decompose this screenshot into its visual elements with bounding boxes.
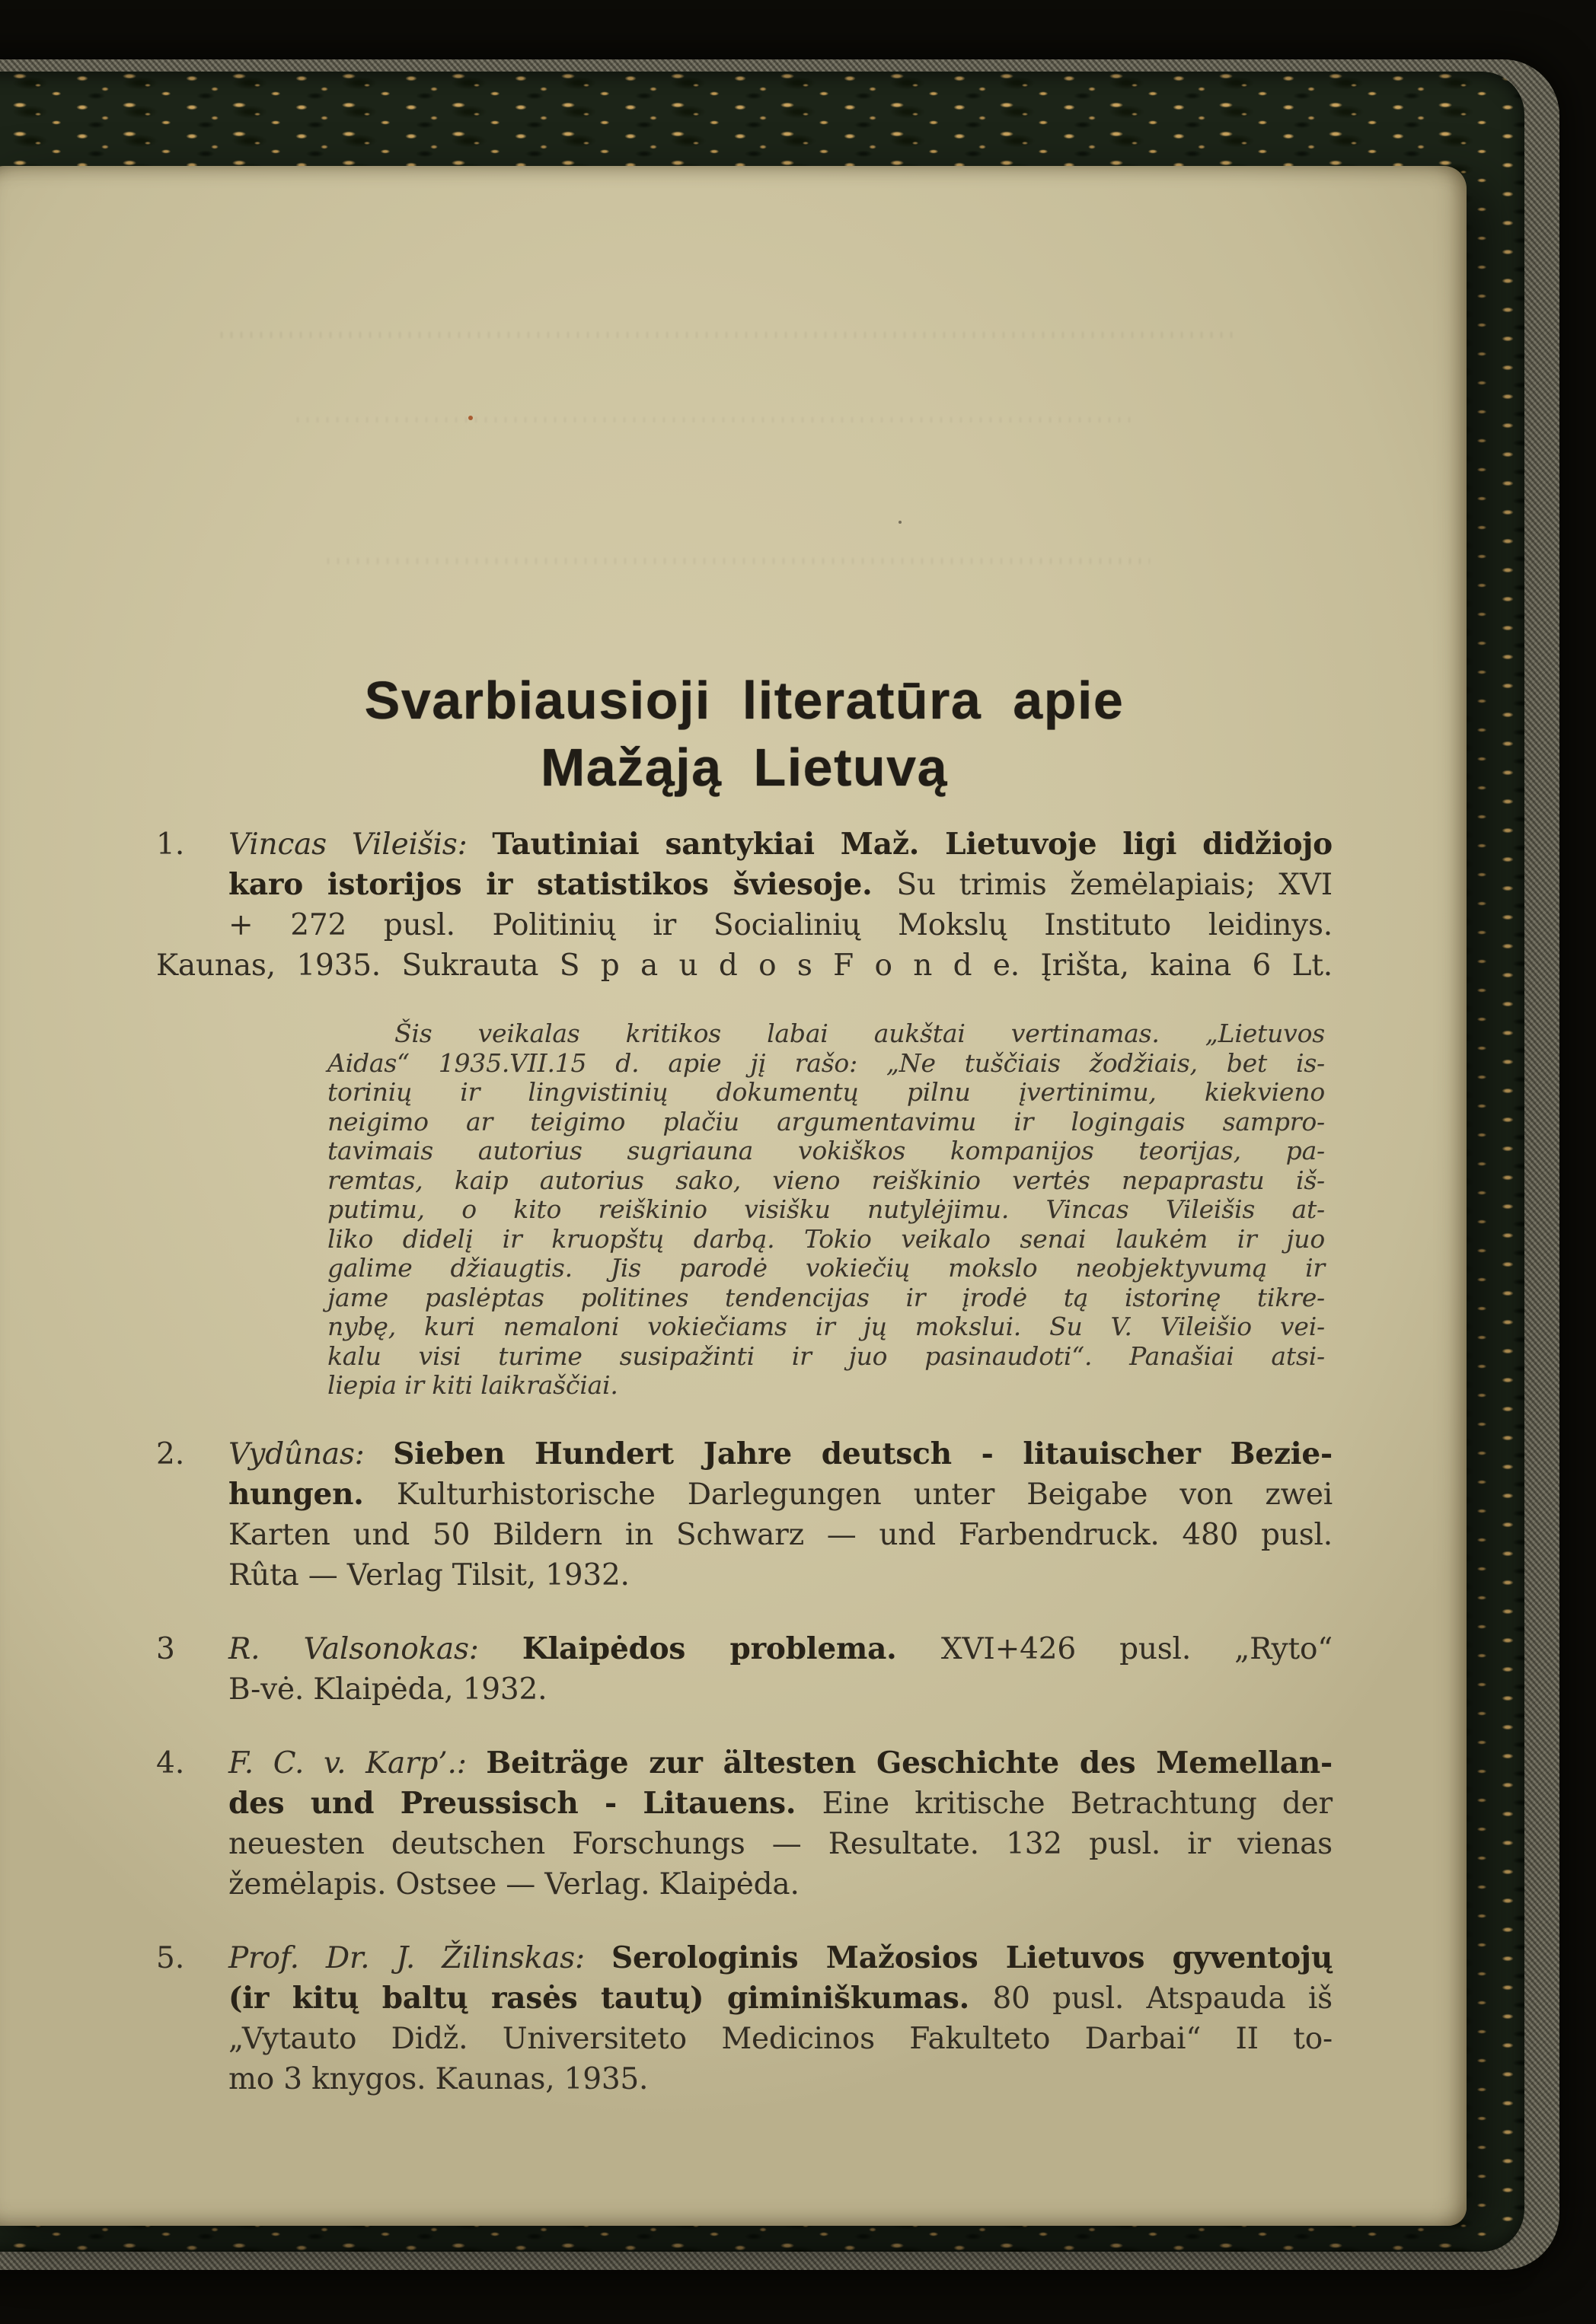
entry-line — [228, 2019, 1333, 2059]
quote-line: neigimo ar teigimo plačiu argumentavimu ir logingais sampro- — [327, 1106, 1325, 1136]
pencil-smudge — [221, 332, 1234, 338]
entry-number: 1. — [156, 827, 185, 862]
entry-body — [228, 1743, 1333, 1905]
text-run: karo istorijos ir statistikos šviesoje. — [228, 867, 897, 902]
entry-line — [228, 1864, 1333, 1905]
entry-line — [228, 1978, 1333, 2019]
pencil-smudge — [327, 558, 1150, 564]
quote-line: jame paslėptas politines tendencijas ir įrodė tą istorinę tikre- — [327, 1282, 1325, 1312]
text-run: B-vė. Klaipėda, 1932. — [228, 1672, 547, 1707]
entry-line — [228, 1629, 1333, 1669]
entry-line — [228, 824, 1333, 865]
entry-body — [228, 1629, 1333, 1710]
quote-line: nybę, kuri nemaloni vokiečiams ir jų mokslui. Su V. Vileišio vei- — [327, 1312, 1325, 1341]
bibliography-entry — [156, 1434, 1333, 1596]
text-run: R. Valsonokas: — [228, 1631, 522, 1666]
title-line-1: Svarbiausioji literatūra apie — [364, 671, 1125, 730]
quote-line: liko didelį ir kruopštų darbą. Tokio veikalo senai laukėm ir juo — [327, 1223, 1325, 1254]
entry-line — [228, 1515, 1333, 1555]
quote-line: putimu, o kito reiškinio visišku nutylėjimu. Vincas Vileišis at- — [327, 1194, 1325, 1224]
entry-line — [228, 1669, 1333, 1710]
text-run: Vydûnas: — [228, 1436, 394, 1471]
entry-body — [228, 1434, 1333, 1596]
bibliography-entry — [156, 824, 1333, 986]
quote-line: galime džiaugtis. Jis parodė vokiečių mokslo neobjektyvumą ir — [327, 1253, 1325, 1283]
text-run: Sieben Hundert Jahre deutsch - litauischer Bezie- — [393, 1436, 1333, 1471]
text-run: hungen. — [228, 1476, 397, 1512]
book-page — [0, 166, 1467, 2226]
text-run: Klaipėdos problema. — [522, 1631, 941, 1666]
text-run: des und Preussisch - Litauens. — [228, 1785, 822, 1821]
quote-line: remtas, kaip autorius sako, vieno reiškinio vertės nepaprastu iš- — [327, 1165, 1325, 1195]
text-run: Rûta — Verlag Tilsit, 1932. — [228, 1557, 630, 1592]
text-run: Beiträge zur ältesten Geschichte des Memellan- — [486, 1745, 1333, 1780]
text-run: neuesten deutschen Forschungs — Resultate. 132 pusl. ir vienas — [228, 1826, 1333, 1861]
bibliography-list — [156, 824, 1333, 2099]
quote-line: torinių ir lingvistinių dokumentų pilnu įvertinimu, kiekvieno — [327, 1077, 1325, 1107]
entry-line — [228, 1938, 1333, 1978]
entry-line — [228, 1743, 1333, 1784]
quote-line: Šis veikalas kritikos labai aukštai vertinamas. „Lietuvos — [394, 1019, 1325, 1048]
entry-body — [156, 824, 1333, 986]
entry-line — [228, 1555, 1333, 1596]
entry-line — [228, 1434, 1333, 1474]
text-run: mo 3 knygos. Kaunas, 1935. — [228, 2061, 649, 2096]
quote-line: kalu visi turime susipažinti ir juo pasinaudoti“. Panašiai atsi- — [327, 1341, 1325, 1371]
quote-line: Aidas“ 1935.VII.15 d. apie jį rašo: „Ne tuščiais žodžiais, bet is- — [327, 1047, 1325, 1078]
text-run: Prof. Dr. J. Žilinskas: — [228, 1940, 612, 1975]
text-run: Eine kritische Betrachtung der — [822, 1786, 1333, 1821]
quote-line: tavimais autorius sugriauna vokiškos kompanijos teorijas, pa- — [327, 1136, 1325, 1165]
bibliography-entry — [156, 1938, 1333, 2099]
entry-line — [228, 865, 1333, 905]
entry-line — [228, 1824, 1333, 1864]
entry-line — [228, 1784, 1333, 1824]
entry-line — [228, 905, 1333, 945]
entry-line — [228, 2059, 1333, 2099]
title-line-2: Mažąją Lietuvą — [540, 738, 949, 797]
entry-number: 3 — [156, 1631, 175, 1666]
page-title — [156, 667, 1333, 801]
text-run: + 272 pusl. Politinių ir Socialinių Mokslų Instituto leidinys. — [228, 908, 1333, 942]
entry-line — [156, 945, 1333, 986]
text-run: F. C. v. Karp’.: — [228, 1745, 487, 1780]
entry-number: 2. — [156, 1436, 185, 1471]
text-run: Serologinis Mažosios Lietuvos gyventojų — [611, 1940, 1333, 1975]
text-run: Karten und 50 Bildern in Schwarz — und Farbendruck. 480 pusl. — [228, 1517, 1333, 1552]
bibliography-entry — [156, 1743, 1333, 1905]
text-block — [156, 667, 1333, 2099]
paper-speck — [468, 416, 473, 420]
review-quote — [327, 1019, 1325, 1401]
text-run: 80 pusl. Atspauda iš — [992, 1981, 1333, 2016]
text-run: „Vytauto Didž. Universiteto Medicinos Fakulteto Darbai“ II to- — [228, 2021, 1333, 2056]
text-run: žemėlapis. Ostsee — Verlag. Klaipėda. — [228, 1867, 800, 1902]
text-run: (ir kitų baltų rasės tautų) giminiškumas. — [228, 1980, 993, 2016]
entry-number: 5. — [156, 1940, 185, 1975]
pencil-smudge — [297, 417, 1135, 422]
bibliography-entry — [156, 1629, 1333, 1710]
text-run: Tautiniai santykiai Maž. Lietuvoje ligi didžiojo — [492, 827, 1333, 862]
text-run: XVI+426 pusl. „Ryto“ — [940, 1631, 1333, 1666]
entry-number: 4. — [156, 1745, 185, 1780]
text-run: Vincas Vileišis: — [228, 827, 493, 862]
entry-body — [228, 1938, 1333, 2099]
paper-speck — [899, 521, 902, 524]
quote-line: liepia ir kiti laikraščiai. — [327, 1370, 618, 1400]
entry-line — [228, 1474, 1333, 1515]
text-run: Kaunas, 1935. Sukrauta S p a u d o s F o n d e. Įrišta, kaina 6 Lt. — [156, 948, 1333, 983]
text-run: Kulturhistorische Darlegungen unter Beigabe von zwei — [396, 1477, 1333, 1512]
text-run: Su trimis žemėlapiais; XVI — [896, 868, 1333, 902]
